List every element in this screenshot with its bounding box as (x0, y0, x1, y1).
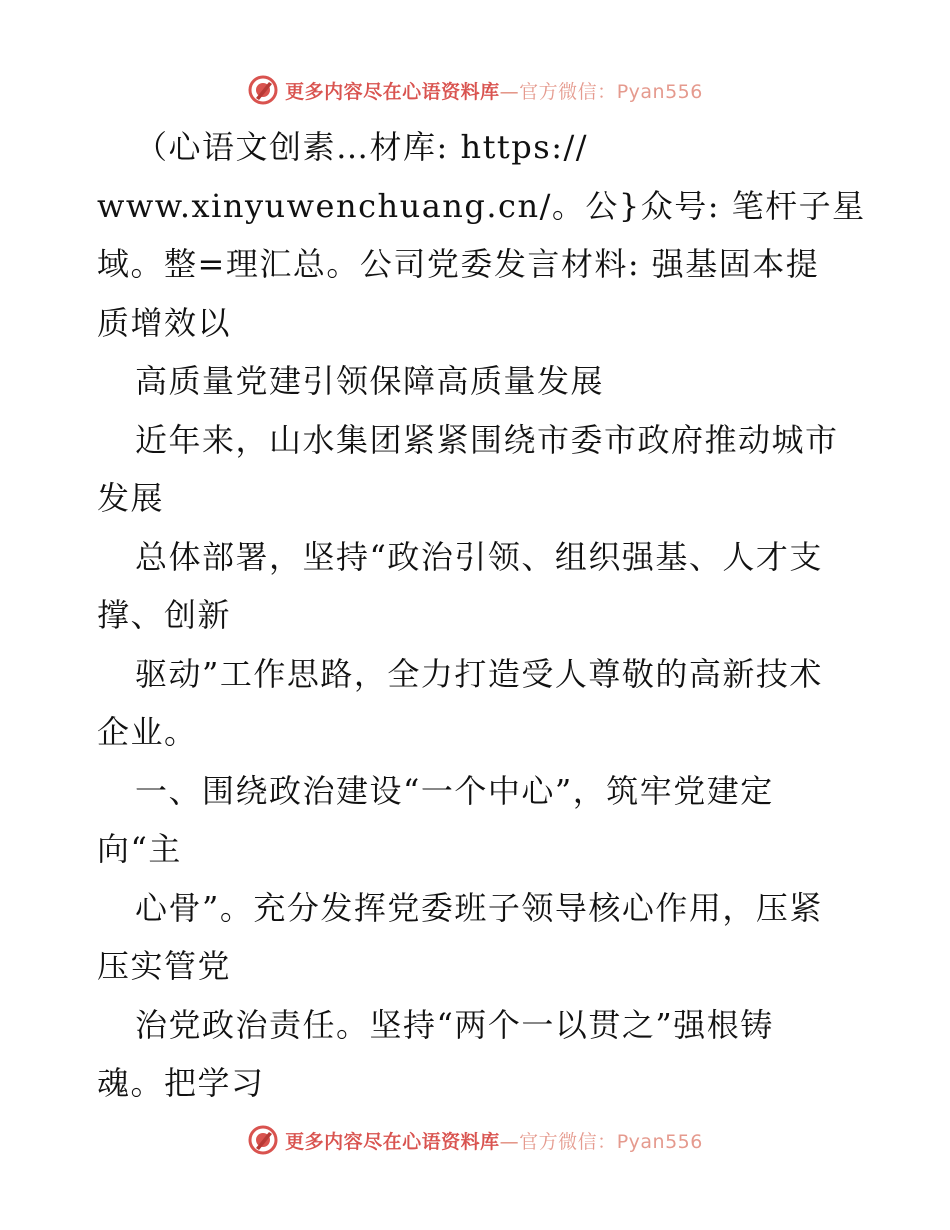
footer-watermark-banner (0, 1120, 950, 1160)
text-line: 企业。 (97, 713, 198, 751)
text-line: 心骨”。充分发挥党委班子领导核心作用，压紧 (135, 888, 823, 927)
quill-circle-icon (247, 1124, 279, 1156)
text-line: 魂。把学习 (97, 1064, 265, 1102)
banner-official-label: 官方微信： (519, 1130, 617, 1153)
text-line: 压实管党 (97, 947, 232, 985)
text-line: 向“主 (97, 830, 182, 868)
text-line: 域。整=理汇总。公司党委发言材料: 强基固本提 (97, 245, 820, 283)
text-line: 撑、创新 (97, 596, 232, 634)
text-line: 近年来，山水集团紧紧围绕市委市政府推动城市 (135, 420, 839, 459)
document-body (97, 118, 866, 1113)
banner-wechat-id: Pyan556 (616, 1130, 703, 1153)
text-line: （心语文创素…材库: https:// (135, 128, 589, 166)
text-line: 高质量党建引领保障高质量发展 (135, 362, 605, 400)
banner-dash: — (499, 80, 520, 103)
text-line: 发展 (97, 479, 165, 517)
text-line: www.xinyuwenchuang.cn/。公}众号: 笔杆子星 (97, 186, 866, 225)
text-line: 驱动”工作思路，全力打造受人尊敬的高新技术 (135, 654, 823, 693)
header-watermark-banner (0, 70, 950, 110)
quill-circle-icon (247, 74, 279, 106)
text-line: 一、围绕政治建设“一个中心”，筑牢党建定 (135, 771, 774, 810)
banner-main-text: 更多内容尽在心语资料库 (285, 80, 500, 103)
banner-text (285, 1127, 703, 1154)
banner-official-label: 官方微信： (519, 80, 617, 103)
banner-main-text: 更多内容尽在心语资料库 (285, 1130, 500, 1153)
text-line: 总体部署，坚持“政治引领、组织强基、人才支 (135, 537, 823, 576)
banner-wechat-id: Pyan556 (616, 80, 703, 103)
banner-dash: — (499, 1130, 520, 1153)
text-line: 质增效以 (97, 303, 232, 342)
text-line: 治党政治责任。坚持“两个一以贯之”强根铸 (135, 1005, 774, 1044)
banner-text (285, 77, 703, 104)
